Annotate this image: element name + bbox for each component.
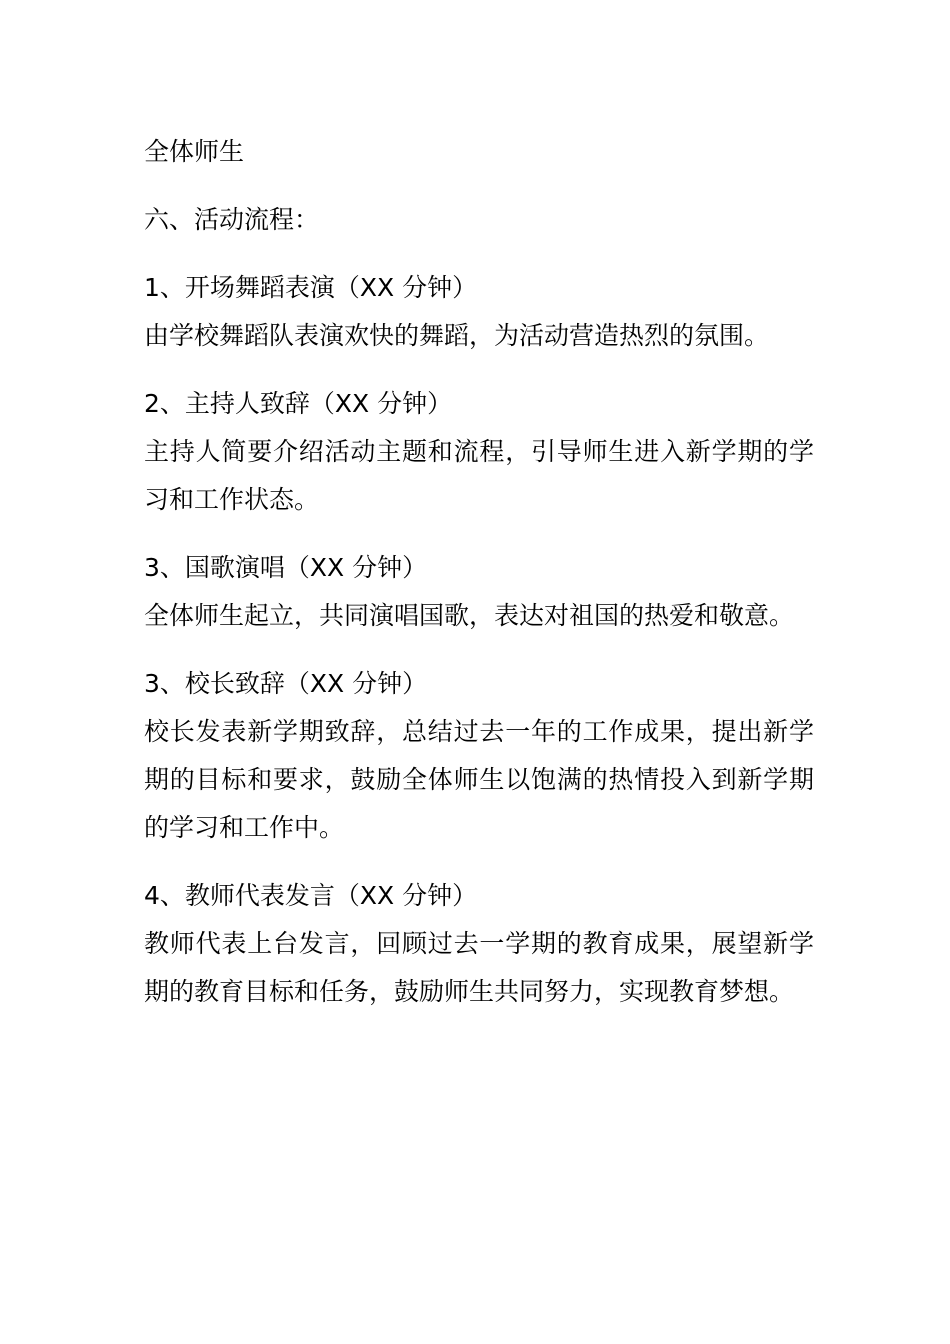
process-item-title: 4、教师代表发言（XX 分钟） [144,881,478,910]
process-item-5 [144,872,814,1016]
process-item-title: 2、主持人致辞（XX 分钟） [144,389,453,418]
process-item-title: 3、校长致辞（XX 分钟） [144,669,428,698]
process-item-1 [144,264,814,360]
process-heading: 六、活动流程： [144,205,320,234]
document-body [144,128,814,1016]
process-item-body: 主持人简要介绍活动主题和流程，引导师生进入新学期的学习和工作状态。 [144,437,814,514]
process-item-3 [144,544,814,640]
process-item-title: 1、开场舞蹈表演（XX 分钟） [144,273,478,302]
process-item-body: 由学校舞蹈队表演欢快的舞蹈，为活动营造热烈的氛围。 [144,321,770,350]
process-item-title: 3、国歌演唱（XX 分钟） [144,553,428,582]
participants-text: 全体师生 [144,137,245,166]
process-item-4 [144,660,814,852]
process-item-body: 全体师生起立，共同演唱国歌，表达对祖国的热爱和敬意。 [144,601,795,630]
process-item-body: 教师代表上台发言，回顾过去一学期的教育成果，展望新学期的教育目标和任务，鼓励师生共同努力，实现教育梦想。 [144,929,814,1006]
process-item-2 [144,380,814,524]
process-item-body: 校长发表新学期致辞，总结过去一年的工作成果，提出新学期的目标和要求，鼓励全体师生以饱满的热情投入到新学期的学习和工作中。 [144,717,814,842]
